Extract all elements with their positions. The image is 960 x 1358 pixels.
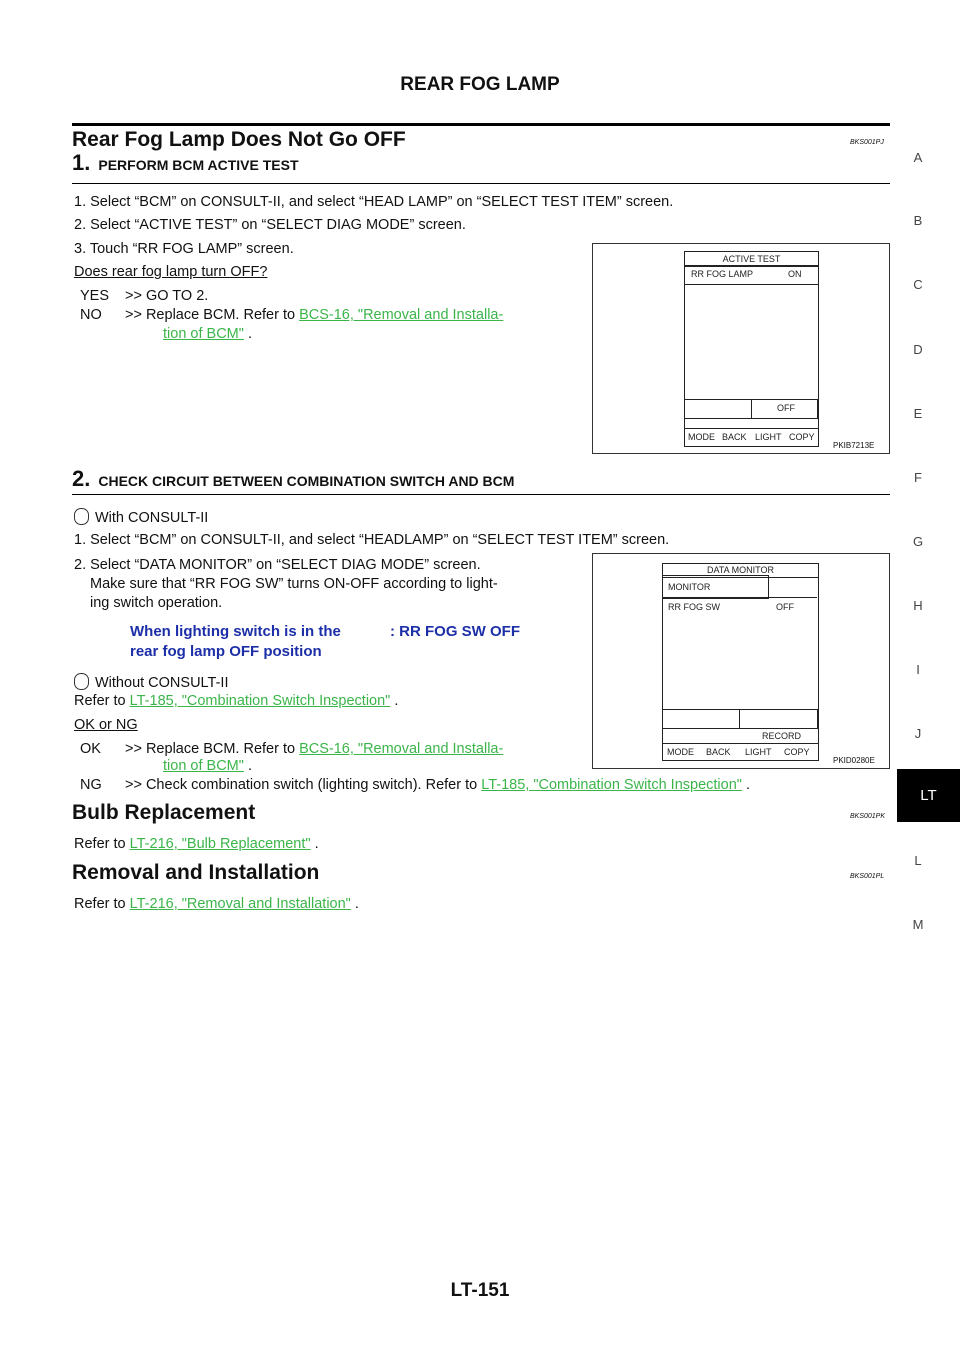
refer-to: Refer to [74, 693, 126, 709]
figure-data-monitor [592, 553, 890, 769]
ok-label: OK [80, 741, 101, 757]
consult-screen [662, 563, 819, 761]
side-index-h[interactable]: H [913, 598, 923, 613]
refer-line [74, 692, 398, 711]
with-consult: With CONSULT-II [95, 510, 209, 526]
ok-text: >> Replace BCM. Refer to [125, 741, 296, 757]
header-rule [72, 123, 890, 126]
period: . [354, 896, 359, 912]
side-index-i[interactable]: I [916, 662, 920, 677]
side-index-lt-active[interactable]: LT [897, 769, 960, 822]
screen-off-button: OFF [777, 403, 795, 413]
step-2-item-2b: Make sure that “RR FOG SW” turns ON-OFF according to light- [90, 576, 498, 592]
ng-text: >> Check combination switch (lighting switch). Refer to [125, 777, 478, 793]
side-index-e[interactable]: E [913, 406, 923, 421]
without-consult-line [74, 673, 228, 693]
side-index-a[interactable]: A [913, 150, 923, 165]
screen-back-button: BACK [722, 432, 747, 442]
screen-copy-button: COPY [789, 432, 815, 442]
screen-title: ACTIVE TEST [684, 251, 819, 267]
side-index-b[interactable]: B [913, 213, 923, 228]
period: . [247, 758, 252, 774]
period: . [394, 693, 399, 709]
screen-item-value: OFF [776, 602, 794, 612]
no-text: >> Replace BCM. Refer to [125, 307, 296, 323]
lt185-link[interactable]: LT-185, "Combination Switch Inspection" [129, 693, 391, 709]
lt216-removal-link[interactable]: LT-216, "Removal and Installation" [129, 896, 351, 912]
step-2-item-2a: 2. Select “DATA MONITOR” on “SELECT DIAG MODE” screen. [74, 557, 481, 573]
lt185-link[interactable]: LT-185, "Combination Switch Inspection" [481, 777, 742, 793]
no-link-line-2 [163, 325, 252, 344]
bcs16-link[interactable]: BCS-16, "Removal and Installa- [299, 307, 504, 323]
ng-label: NG [80, 777, 102, 793]
step-rule [72, 183, 890, 184]
ok-link-line-2 [163, 757, 252, 776]
section-code: BKS001PK [850, 813, 886, 820]
step-1-question: Does rear fog lamp turn OFF? [74, 264, 268, 280]
period: . [247, 326, 252, 342]
ng-text-line [125, 776, 750, 795]
screen-mode-button: MODE [667, 747, 694, 757]
bulb-refer-line [74, 835, 319, 854]
screen-back-button: BACK [706, 747, 731, 757]
section-code: BKS001PL [850, 873, 885, 880]
screen-light-button: LIGHT [755, 432, 782, 442]
step-number: 2. [72, 466, 91, 491]
condition-value: : RR FOG SW OFF [390, 623, 520, 640]
ok-or-ng: OK or NG [74, 717, 138, 733]
no-text-line [125, 306, 503, 325]
section-title-bulb-replacement: Bulb Replacement [72, 801, 256, 824]
side-index-j[interactable]: J [914, 726, 922, 741]
without-consult: Without CONSULT-II [95, 675, 229, 691]
page-header: REAR FOG LAMP [400, 74, 560, 95]
screen-item-label: RR FOG SW [668, 602, 720, 612]
step-1-item-2: 2. Select “ACTIVE TEST” on “SELECT DIAG MODE” screen. [74, 217, 466, 233]
step-number: 1. [72, 150, 91, 175]
step-1-item-1: 1. Select “BCM” on CONSULT-II, and select “HEAD LAMP” on “SELECT TEST ITEM” screen. [74, 194, 674, 210]
item-divider [662, 597, 817, 599]
side-index-g[interactable]: G [912, 534, 924, 549]
step-2-item-2c: ing switch operation. [90, 595, 223, 611]
step-2-heading [72, 466, 514, 492]
with-consult-line [74, 508, 208, 528]
no-consult-icon [74, 673, 89, 690]
screen-copy-button: COPY [784, 747, 810, 757]
step-rule [72, 494, 890, 495]
yes-label: YES [80, 288, 110, 304]
screen-item-value: ON [788, 269, 802, 279]
consult-screen [684, 251, 819, 447]
refer-to: Refer to [74, 896, 126, 912]
condition-line-1: When lighting switch is in the [130, 623, 341, 640]
screen-item-label: RR FOG LAMP [691, 269, 754, 279]
removal-refer-line [74, 895, 359, 914]
side-index-f[interactable]: F [914, 470, 922, 485]
no-label: NO [80, 307, 102, 323]
period: . [745, 777, 750, 793]
consult-icon [74, 508, 89, 525]
step-title: CHECK CIRCUIT BETWEEN COMBINATION SWITCH AND BCM [98, 473, 515, 489]
step-1-heading [72, 150, 299, 176]
screen-record-button: RECORD [762, 731, 802, 741]
figure-code: PKID0280E [833, 756, 875, 765]
period: . [314, 836, 319, 852]
screen-light-button: LIGHT [745, 747, 772, 757]
page-number: LT-151 [450, 1280, 510, 1301]
side-index-l[interactable]: L [914, 853, 922, 868]
side-index-d[interactable]: D [913, 342, 923, 357]
side-index-c[interactable]: C [913, 277, 923, 292]
screen-mode-button: MODE [688, 432, 715, 442]
figure-active-test [592, 243, 890, 454]
bcs16-link[interactable]: BCS-16, "Removal and Installa- [299, 741, 504, 757]
condition-line-2: rear fog lamp OFF position [130, 643, 322, 660]
record-button-cell [739, 709, 818, 729]
refer-to: Refer to [74, 836, 126, 852]
section-title-removal-installation: Removal and Installation [72, 861, 320, 884]
step-2-item-1: 1. Select “BCM” on CONSULT-II, and select “HEADLAMP” on “SELECT TEST ITEM” screen. [74, 532, 670, 548]
bcs16-link-cont[interactable]: tion of BCM" [163, 326, 244, 342]
section-code: BKS001PJ [850, 139, 884, 146]
side-index-m[interactable]: M [912, 917, 924, 932]
screen-title: DATA MONITOR [662, 563, 819, 578]
step-title: PERFORM BCM ACTIVE TEST [98, 157, 299, 173]
screen-monitor-label: MONITOR [668, 582, 711, 592]
figure-code: PKIB7213E [833, 441, 875, 450]
yes-text: >> GO TO 2. [125, 288, 209, 304]
section-title-rear-fog-off: Rear Fog Lamp Does Not Go OFF [72, 128, 406, 151]
step-1-item-3: 3. Touch “RR FOG LAMP” screen. [74, 241, 294, 257]
bcs16-link-cont[interactable]: tion of BCM" [163, 758, 244, 774]
lt216-bulb-link[interactable]: LT-216, "Bulb Replacement" [129, 836, 311, 852]
